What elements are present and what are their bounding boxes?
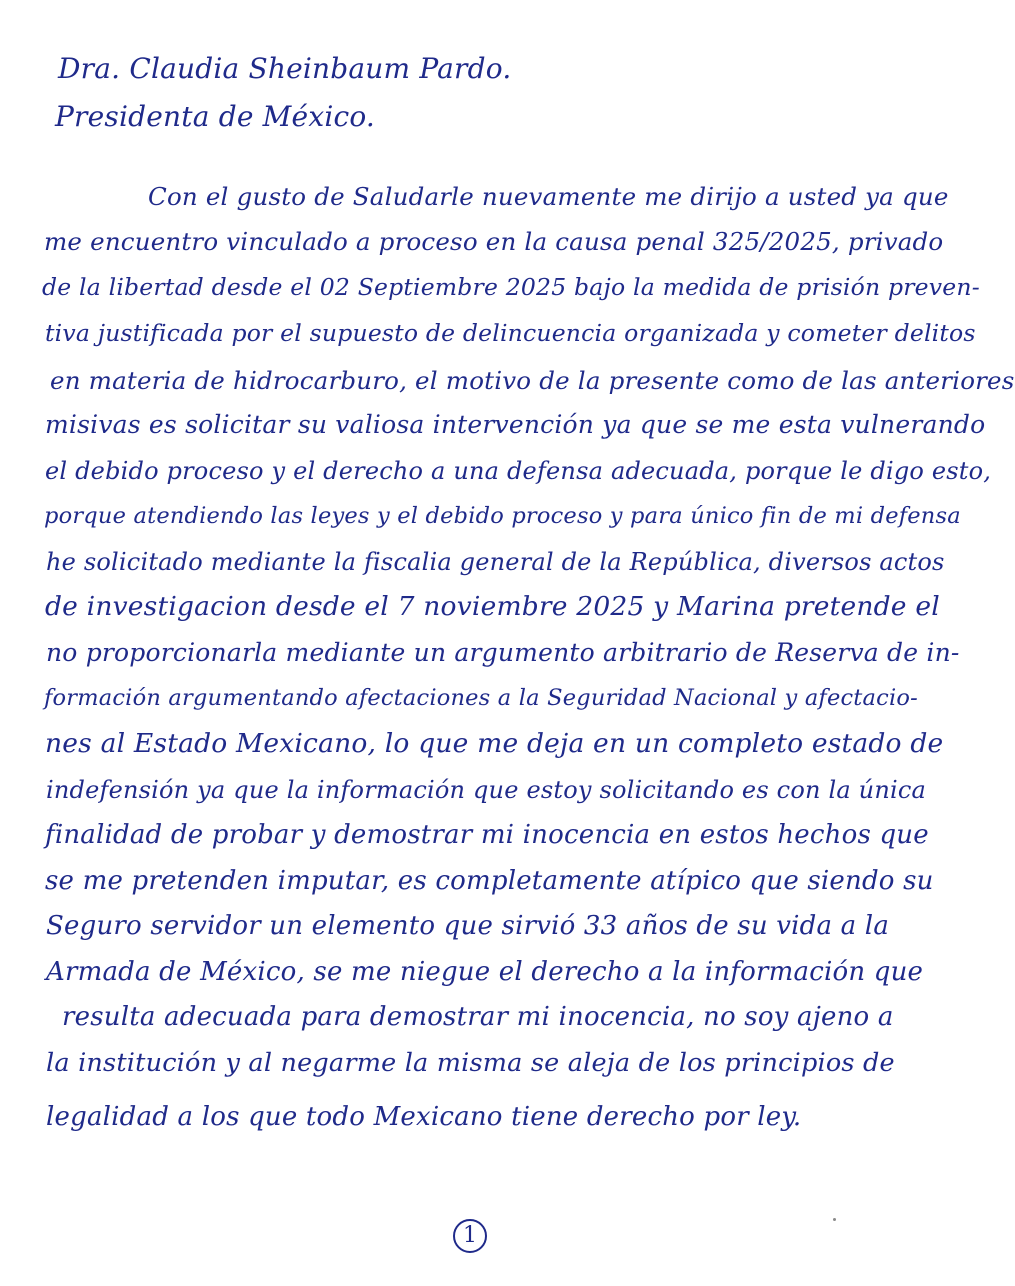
body-line: nes al Estado Mexicano, lo que me deja en un completo estado de <box>45 728 944 759</box>
addressee-name: Dra. Claudia Sheinbaum Pardo. <box>58 52 512 85</box>
body-line: Armada de México, se me niegue el derecho a la información que <box>46 957 924 987</box>
body-line: finalidad de probar y demostrar mi inocencia en estos hechos que <box>45 820 929 850</box>
body-line: indefensión ya que la información que estoy solicitando es con la única <box>46 776 927 804</box>
body-line: se me pretenden imputar, es completamente atípico que siendo su <box>45 866 934 896</box>
body-line: misivas es solicitar su valiosa intervención ya que se me esta vulnerando <box>45 410 986 439</box>
body-line: Seguro servidor un elemento que sirvió 33 años de su vida a la <box>46 911 890 941</box>
body-line: me encuentro vinculado a proceso en la causa penal 325/2025, privado <box>44 227 944 256</box>
body-line: legalidad a los que todo Mexicano tiene derecho por ley. <box>46 1102 802 1132</box>
addressee-title: Presidenta de México. <box>55 100 376 133</box>
page-number: 1 <box>453 1219 487 1253</box>
body-line: tiva justificada por el supuesto de delincuencia organizada y cometer delitos <box>45 319 976 347</box>
body-line: resulta adecuada para demostrar mi inocencia, no soy ajeno a <box>62 1002 894 1032</box>
body-line: porque atendiendo las leyes y el debido proceso y para único fin de mi defensa <box>44 503 961 529</box>
body-line: en materia de hidrocarburo, el motivo de la presente como de las anteriores <box>50 366 1015 395</box>
body-line: de investigacion desde el 7 noviembre 2025 y Marina pretende el <box>45 591 940 622</box>
body-line: la institución y al negarme la misma se aleja de los principios de <box>46 1048 895 1078</box>
paper-speck <box>833 1218 836 1221</box>
body-line: Con el gusto de Saludarle nuevamente me dirijo a usted ya que <box>148 182 949 211</box>
body-line: no proporcionarla mediante un argumento arbitrario de Reserva de in- <box>46 638 960 667</box>
body-line: he solicitado mediante la fiscalia general de la República, diversos actos <box>46 548 945 576</box>
body-line: el debido proceso y el derecho a una defensa adecuada, porque le digo esto, <box>45 457 992 485</box>
body-line: de la libertad desde el 02 Septiembre 2025 bajo la medida de prisión preven- <box>42 273 980 301</box>
body-line: formación argumentando afectaciones a la Seguridad Nacional y afectacio- <box>44 685 918 711</box>
